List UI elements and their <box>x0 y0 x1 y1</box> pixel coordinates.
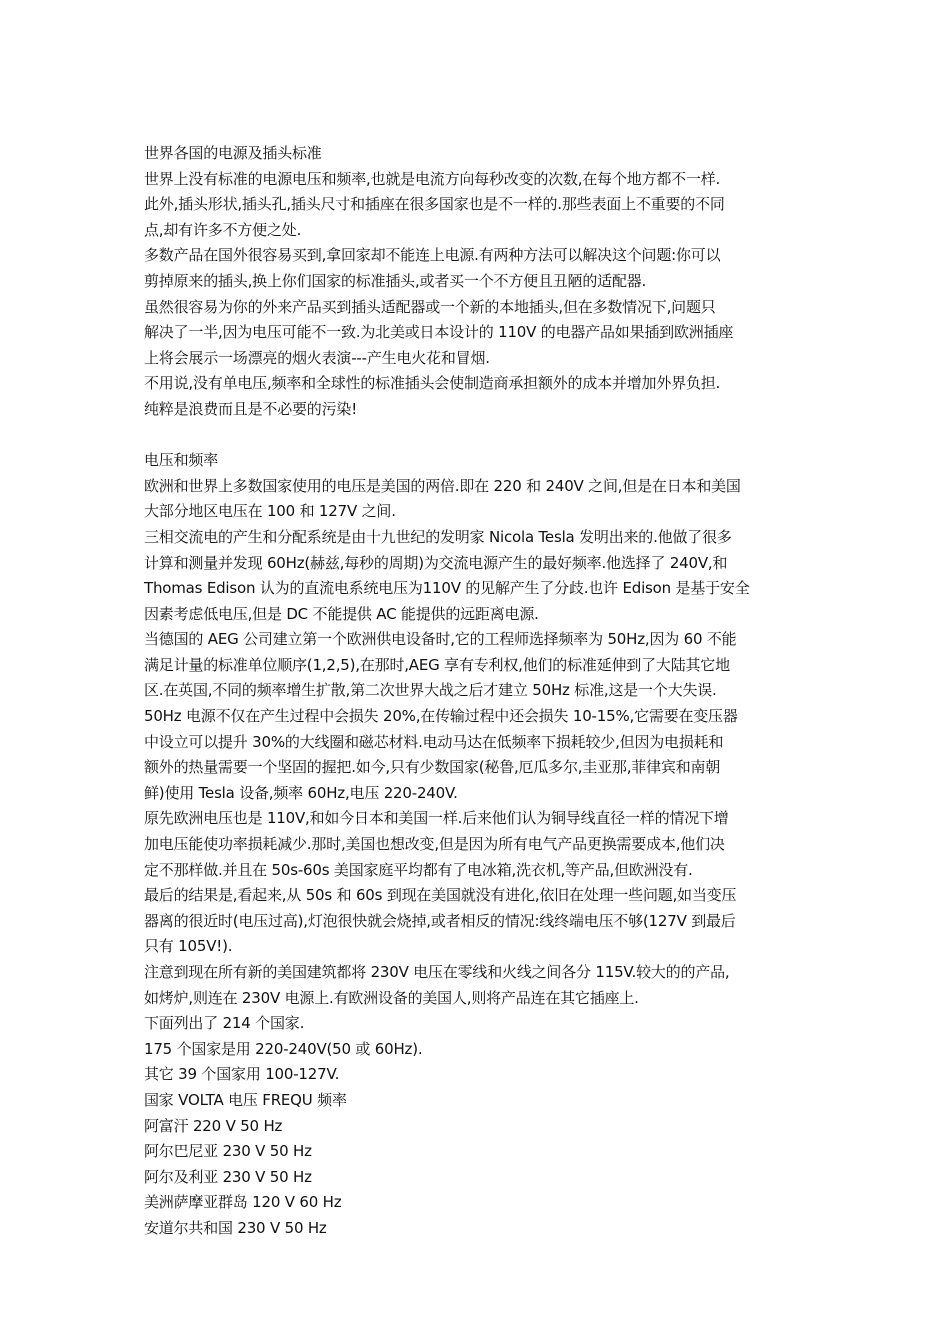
section-heading: 电压和频率 <box>144 451 219 470</box>
text-line: 50Hz 电源不仅在产生过程中会损失 20%,在传输过程中还会损失 10-15%,它需要在变压器 <box>144 707 738 726</box>
text-line: 世界上没有标准的电源电压和频率,也就是电流方向每秒改变的次数,在每个地方都不一样. <box>144 169 721 188</box>
text-line: 大部分地区电压在 100 和 127V 之间. <box>144 502 396 521</box>
text-line: 中设立可以提升 30%的大线圈和磁芯材料.电动马达在低频率下损耗较少,但因为电损耗和 <box>144 732 724 751</box>
text-line: 欧洲和世界上多数国家使用的电压是美国的两倍.即在 220 和 240V 之间,但是在日本和美国 <box>144 476 741 495</box>
voltage-frequency-section <box>144 474 814 1088</box>
table-row: 阿尔及利亚 230 V 50 Hz <box>144 1167 312 1186</box>
text-line: 注意到现在所有新的美国建筑都将 230V 电压在零线和火线之间各分 115V.较大的的产品, <box>144 963 730 981</box>
text-line: 解决了一半,因为电压可能不一致.为北美或日本设计的 110V 的电器产品如果插到欧洲插座 <box>144 323 734 342</box>
text-line: 最后的结果是,看起来,从 50s 和 60s 到现在美国就没有进化,依旧在处理一些问题,如当变压 <box>144 886 737 905</box>
text-line: 当德国的 AEG 公司建立第一个欧洲供电设备时,它的工程师选择频率为 50Hz,因为 60 不能 <box>144 630 737 649</box>
text-line: 上将会展示一场漂亮的烟火表演---产生电火花和冒烟. <box>144 348 490 367</box>
text-line: Thomas Edison 认为的直流电系统电压为110V 的见解产生了分歧.也许 Edison 是基于安全 <box>144 579 750 598</box>
text-line: 纯粹是浪费而且是不必要的污染! <box>144 399 358 418</box>
text-line: 定不那样做.并且在 50s-60s 美国家庭平均都有了电冰箱,洗衣机,等产品,但欧洲没有. <box>144 860 693 879</box>
text-line: 计算和测量并发现 60Hz(赫兹,每秒的周期)为交流电源产生的最好频率.他选择了 240V,和 <box>144 553 728 572</box>
text-line: 下面列出了 214 个国家. <box>144 1014 305 1033</box>
text-line: 此外,插头形状,插头孔,插头尺寸和插座在很多国家也是不一样的.那些表面上不重要的不同 <box>144 195 725 214</box>
document-title: 世界各国的电源及插头标准 <box>144 144 322 162</box>
text-line: 原先欧洲电压也是 110V,和如今日本和美国一样.后来他们认为铜导线直径一样的情况下增 <box>144 809 729 828</box>
table-row: 阿富汗 220 V 50 Hz <box>144 1116 283 1135</box>
paragraph-gap <box>144 423 814 449</box>
table-row: 阿尔巴尼亚 230 V 50 Hz <box>144 1142 312 1161</box>
text-line: 加电压能使功率损耗减少.那时,美国也想改变,但是因为所有电气产品更换需要成本,他们决 <box>144 835 725 854</box>
text-line: 虽然很容易为你的外来产品买到插头适配器或一个新的本地插头,但在多数情况下,问题只 <box>144 297 716 316</box>
intro-section <box>144 167 814 423</box>
text-line: 额外的热量需要一个坚固的握把.如今,只有少数国家(秘鲁,厄瓜多尔,圭亚那,菲律宾和南朝 <box>144 758 721 777</box>
text-line: 因素考虑低电压,但是 DC 不能提供 AC 能提供的远距离电源. <box>144 604 539 623</box>
text-line: 区.在英国,不同的频率增生扩散,第二次世界大战之后才建立 50Hz 标准,这是一个大失误. <box>144 681 717 700</box>
text-line: 满足计量的标准单位顺序(1,2,5),在那时,AEG 享有专利权,他们的标准延伸到了大陆其它地 <box>144 655 730 674</box>
text-line: 多数产品在国外很容易买到,拿回家却不能连上电源.有两种方法可以解决这个问题:你可以 <box>144 246 721 265</box>
text-line: 其它 39 个国家用 100-127V. <box>144 1065 340 1084</box>
country-table <box>144 1114 814 1242</box>
text-line: 不用说,没有单电压,频率和全球性的标准插头会使制造商承担额外的成本并增加外界负担. <box>144 374 721 393</box>
text-line: 只有 105V!). <box>144 937 233 956</box>
text-line: 如烤炉,则连在 230V 电源上.有欧洲设备的美国人,则将产品连在其它插座上. <box>144 988 639 1007</box>
text-line: 三相交流电的产生和分配系统是由十九世纪的发明家 Nicola Tesla 发明出来的.他做了很多 <box>144 527 732 546</box>
text-line: 剪掉原来的插头,换上你们国家的标准插头,或者买一个不方便且丑陋的适配器. <box>144 271 647 290</box>
table-row: 安道尔共和国 230 V 50 Hz <box>144 1218 327 1237</box>
text-line: 点,却有许多不方便之处. <box>144 220 302 239</box>
table-header: 国家 VOLTA 电压 FREQU 频率 <box>144 1090 347 1109</box>
text-line: 鲜)使用 Tesla 设备,频率 60Hz,电压 220-240V. <box>144 783 458 802</box>
document-body <box>144 141 814 1242</box>
table-row: 美洲萨摩亚群岛 120 V 60 Hz <box>144 1193 342 1212</box>
text-line: 175 个国家是用 220-240V(50 或 60Hz). <box>144 1039 423 1058</box>
text-line: 器离的很近时(电压过高),灯泡很快就会烧掉,或者相反的情况:线终端电压不够(127V 到最后 <box>144 911 736 930</box>
